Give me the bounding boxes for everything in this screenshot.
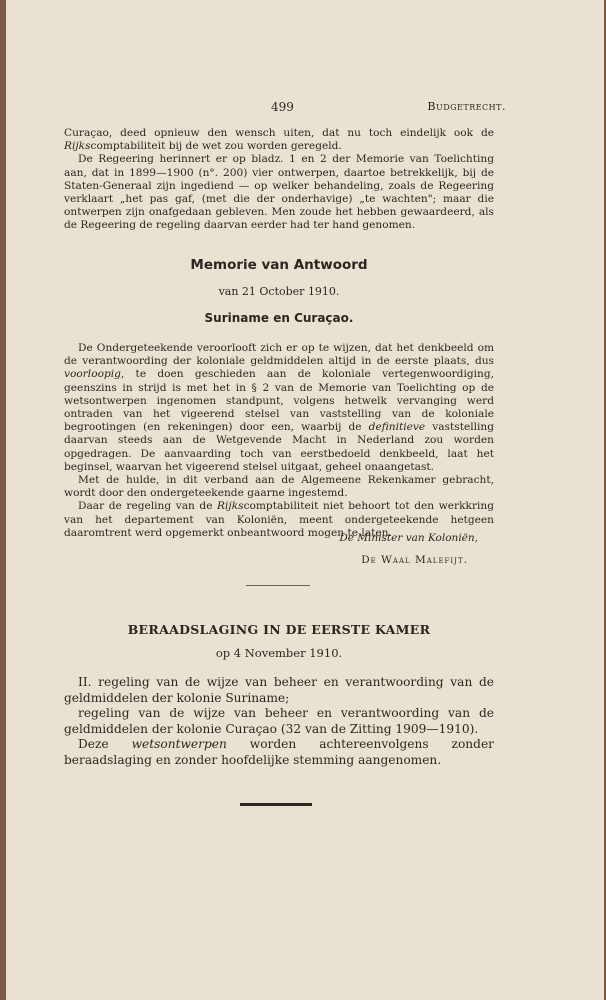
beraadslaging-body <box>64 675 494 769</box>
running-title: Budgetrecht. <box>427 100 506 113</box>
memorie-paragraph-2: Met de hulde, in dit verband aan de Algemeene Rekenkamer gebracht, wordt door den ondergeteekende gaarne ingestemd. <box>64 474 494 500</box>
beraadslaging-paragraph-2: regeling van de wijze van beheer en verantwoording van de geldmiddelen der kolonie Curaçao (32 van de Zitting 1909—1910). <box>64 706 494 736</box>
section-divider <box>246 585 310 586</box>
page-header <box>64 100 506 116</box>
book-page <box>6 0 604 1000</box>
intro-paragraph-2: De Regeering herinnert er op bladz. 1 en 2 der Memorie van Toelichting aan, dat in 1899—1900 (n°. 200) vier ontwerpen, daartoe betrekkelijk, bij de Staten-Generaal zijn ingediend — op welker behandeling, zoals de Regeering verklaart „het pas gaf, (met die der onderhavige) „te wachten"; maar die ontwerpen zijn onafgedaan gebleven. Men zoude het hebben gewaardeerd, als de Regeering de regeling daarvan eerder had ter hand genomen. <box>64 153 494 232</box>
end-rule <box>240 803 312 806</box>
signature-role: De Minister van Koloniën, <box>339 532 478 544</box>
beraadslaging-paragraph-3: Deze wetsontwerpen worden achtereenvolgens zonder beraadslaging en zonder hoofdelijke stemming aangenomen. <box>64 737 495 767</box>
memorie-paragraph-1: De Ondergeteekende veroorlooft zich er op te wijzen, dat het denkbeeld om de verantwoording der koloniale geldmiddelen altijd in de eerste plaats, dus voorloopig, te doen geschieden aan de koloniale vertegenwoordiging, geenszins in strijd is met het in § 2 van de Memorie van Toelichting op de wetsontwerpen ingenomen standpunt, volgens hetwelk vervanging werd ontraden van het vigeerend stelsel van vaststelling van de koloniale begrootingen (en rekeningen) door een, waarbij de definitieve vaststelling daarvan steeds aan de Wetgevende Macht in Nederland zou worden opgedragen. De aanvaarding toch van eerstbedoeld denkbeeld, laat het beginsel, waarvan het vigeerend stelsel uitgaat, geheel onaangetast. <box>64 342 494 473</box>
memorie-body <box>64 342 494 540</box>
memorie-paragraph-3: Daar de regeling van de Rijkscomptabiliteit niet behoort tot den werkkring van het departement van Koloniën, meent ondergeteekende hetgeen daaromtrent werd opgemerkt onbeantwoord mogen te laten. <box>64 500 494 539</box>
page-number: 499 <box>271 100 294 114</box>
signature-name: De Waal Malefijt. <box>361 554 468 566</box>
memorie-date: van 21 October 1910. <box>218 285 340 298</box>
beraadslaging-title: BERAADSLAGING IN DE EERSTE KAMER <box>127 622 431 637</box>
memorie-subtitle: Suriname en Curaçao. <box>204 311 354 325</box>
intro-section <box>64 127 494 233</box>
beraadslaging-paragraph-1: II. regeling van de wijze van beheer en verantwoording van de geldmiddelen der kolonie Suriname; <box>64 675 494 705</box>
beraadslaging-date: op 4 November 1910. <box>215 646 343 660</box>
memorie-title: Memorie van Antwoord <box>190 257 368 273</box>
intro-paragraph-1: Curaçao, deed opnieuw den wensch uiten, dat nu toch eindelijk ook de Rijkscomptabiliteit bij de wet zou worden geregeld. <box>64 127 494 153</box>
